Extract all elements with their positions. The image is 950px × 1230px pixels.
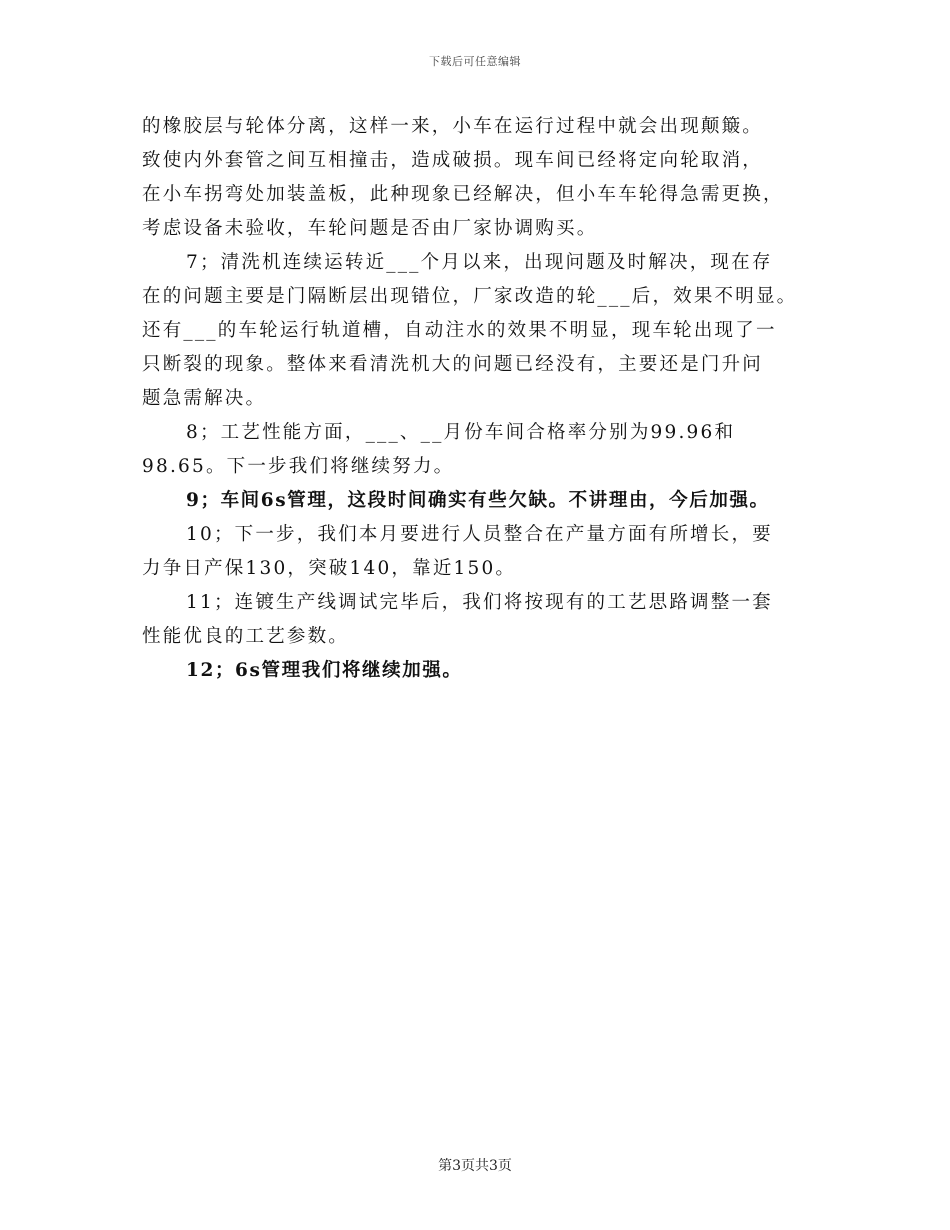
text-line: 在小车拐弯处加装盖板，此种现象已经解决，但小车车轮得急需更换， <box>142 184 784 205</box>
text-line: 致使内外套管之间互相撞击，造成破损。现车间已经将定向轮取消， <box>142 150 764 171</box>
text-line: 在的问题主要是门隔断层出现错位，厂家改造的轮___后，效果不明显。 <box>142 286 798 307</box>
text-line: 还有___的车轮运行轨道槽，自动注水的效果不明显，现车轮出现了一 <box>142 320 777 341</box>
page-header: 下载后可任意编辑 <box>429 55 521 68</box>
text-line: 9；车间6s管理，这段时间确实有些欠缺。不讲理由，今后加强。 <box>186 490 770 511</box>
text-line: 98.65。下一步我们将继续努力。 <box>142 456 455 477</box>
text-line: 考虑设备未验收，车轮问题是否由厂家协调购买。 <box>142 218 598 239</box>
text-line: 的橡胶层与轮体分离，这样一来，小车在运行过程中就会出现颠簸。 <box>142 116 764 137</box>
text-line: 7；清洗机连续运转近___个月以来，出现问题及时解决，现在存 <box>186 252 773 273</box>
document-body <box>142 110 832 688</box>
text-line: 11；连镀生产线调试完毕后，我们将按现有的工艺思路调整一套 <box>186 592 773 613</box>
text-line: 8；工艺性能方面，___、__月份车间合格率分别为99.96和 <box>186 422 736 443</box>
text-line: 10；下一步，我们本月要进行人员整合在产量方面有所增长，要 <box>186 524 773 545</box>
text-line: 力争日产保130，突破140，靠近150。 <box>142 558 517 579</box>
text-line: 性能优良的工艺参数。 <box>142 626 350 647</box>
page-footer: 第3页共3页 <box>438 1158 512 1174</box>
text-line: 12；6s管理我们将继续加强。 <box>186 660 463 681</box>
text-line: 题急需解决。 <box>142 388 267 409</box>
text-line: 只断裂的现象。整体来看清洗机大的问题已经没有，主要还是门升问 <box>142 354 764 375</box>
